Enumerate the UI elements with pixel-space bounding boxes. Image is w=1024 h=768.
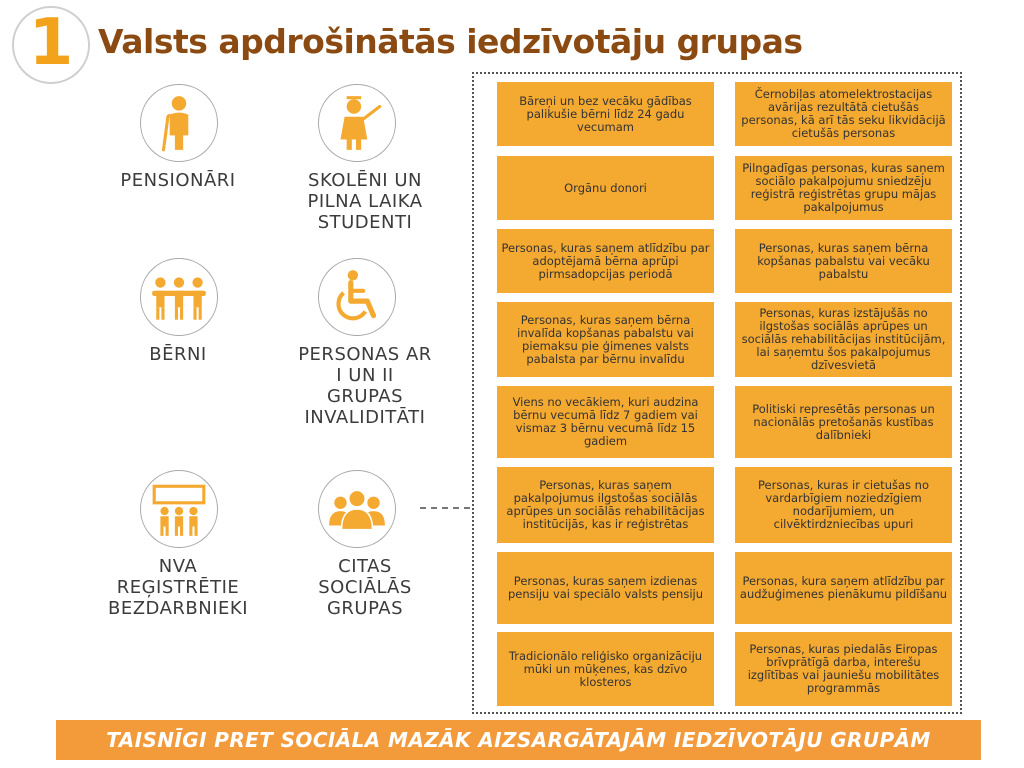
category-box: Personas, kuras saņem bērna kopšanas pabalstu vai vecāku pabalstu	[735, 229, 952, 293]
group-label-pensioners: PENSIONĀRI	[120, 170, 236, 191]
group-label-disabled: PERSONAS AR I UN II GRUPAS INVALIDITĀTI	[298, 344, 432, 428]
footer-slogan: TAISNĪGI PRET SOCIĀLA MAZĀK AIZSARGĀTAJĀM IEDZĪVOTĀJU GRUPĀM	[106, 728, 931, 752]
pensioner-icon	[140, 84, 218, 162]
group-label-students: SKOLĒNI UN PILNA LAIKA STUDENTI	[307, 170, 423, 233]
student-icon	[318, 84, 396, 162]
category-box: Personas, kuras saņem atlīdzību par adoptējamā bērna aprūpi pirmsadopcijas periodā	[497, 229, 714, 293]
page-title: Valsts apdrošinātās iedzīvotāju grupas	[98, 22, 803, 61]
category-box: Politiski represētās personas un nacionālās pretošanās kustības dalībnieki	[735, 386, 952, 458]
category-box: Orgānu donori	[497, 156, 714, 220]
category-box: Personas, kuras saņem pakalpojumus ilgstošas sociālās aprūpes un sociālās rehabilitācijas institūcijās, kas ir reģistrētas	[497, 467, 714, 543]
wheelchair-icon	[318, 258, 396, 336]
group-label-children: BĒRNI	[149, 344, 207, 365]
category-box: Personas, kuras saņem izdienas pensiju vai speciālo valsts pensiju	[497, 552, 714, 624]
category-box: Tradicionālo reliģisko organizāciju mūki un mūķenes, kas dzīvo klosteros	[497, 632, 714, 706]
children-icon	[140, 258, 218, 336]
group-label-unemployed: NVA REĢISTRĒTIE BEZDARBNIEKI	[107, 556, 249, 619]
category-box: Personas, kuras saņem bērna invalīda kopšanas pabalstu vai piemaksu pie ģimenes valsts pabalsta par bērnu invalīdu	[497, 302, 714, 377]
category-box: Pilngadīgas personas, kuras saņem sociālo pakalpojumu sniedzēju reģistrā reģistrētas grupu mājas pakalpojumus	[735, 156, 952, 220]
connector-line	[420, 507, 470, 509]
group-label-other: CITAS SOCIĀLĀS GRUPAS	[318, 556, 412, 619]
category-box: Personas, kura saņem atlīdzību par audžuģimenes pienākumu pildīšanu	[735, 552, 952, 624]
footer-banner	[56, 720, 981, 760]
category-box: Personas, kuras piedalās Eiropas brīvprātīgā darba, interešu izglītības vai jauniešu mobilitātes programmās	[735, 632, 952, 706]
category-box: Bāreņi un bez vecāku gādības palikušie bērni līdz 24 gadu vecumam	[497, 82, 714, 146]
section-number-badge	[12, 6, 90, 84]
unemployed-icon	[140, 470, 218, 548]
category-box: Personas, kuras izstājušās no ilgstošas sociālās aprūpes un sociālās rehabilitācijas institūcijām, lai saņemtu šos pakalpojumus dzīvesvietā	[735, 302, 952, 377]
people-group-icon	[318, 470, 396, 548]
category-box: Černobiļas atomelektrostacijas avārijas rezultātā cietušās personas, kā arī tās seku likvidācijā cietušās personas	[735, 82, 952, 146]
category-box: Personas, kuras ir cietušas no vardarbīgiem noziedzīgiem nodarījumiem, un cilvēktirdzniecības upuri	[735, 467, 952, 543]
category-box: Viens no vecākiem, kuri audzina bērnu vecumā līdz 7 gadiem vai vismaz 3 bērnu vecumā līdz 15 gadiem	[497, 386, 714, 458]
section-number: 1	[28, 6, 74, 80]
